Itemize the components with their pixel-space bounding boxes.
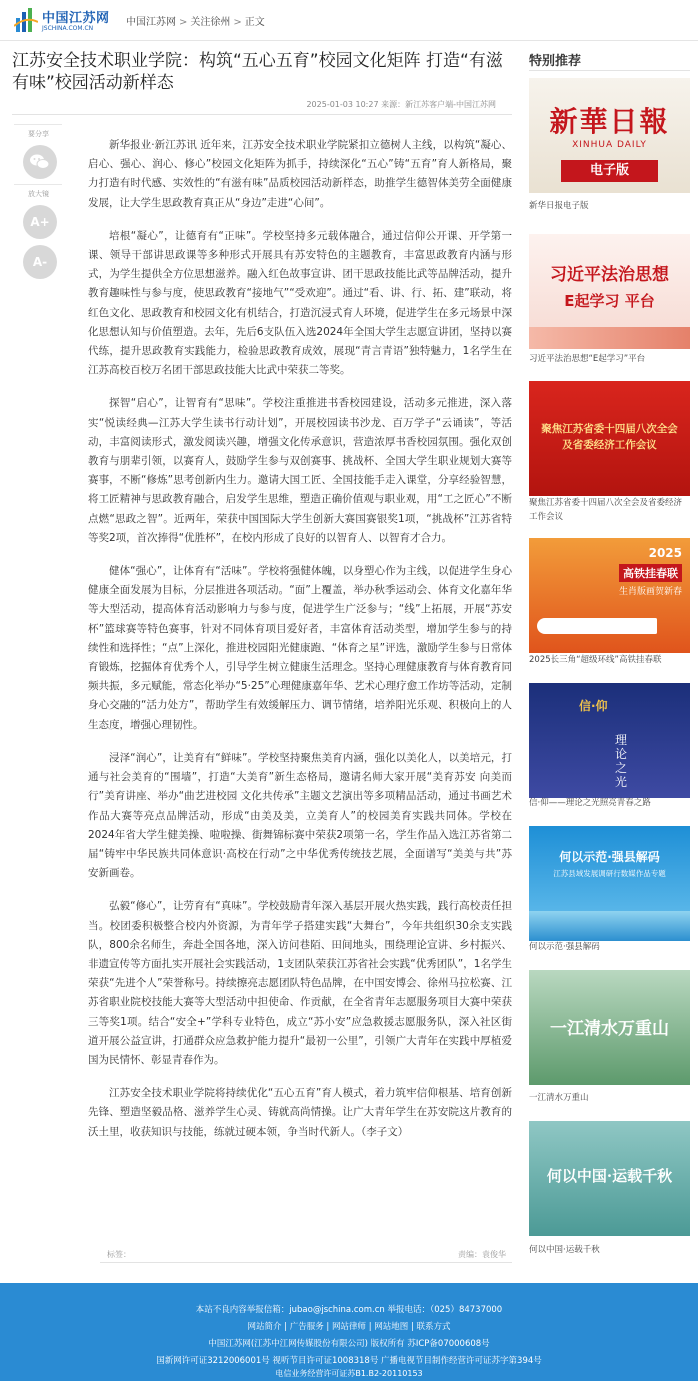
article-end-divider	[100, 1262, 512, 1263]
breadcrumb-section[interactable]: 关注徐州	[190, 17, 231, 28]
breadcrumb-current: 正文	[244, 17, 265, 28]
sidebar-card-caption[interactable]: 新华日报电子版	[529, 201, 589, 211]
sidebar-title: 特别推荐	[529, 54, 582, 69]
sidebar-card-image[interactable]	[529, 538, 690, 653]
article-body	[88, 136, 512, 1156]
sidebar-card-image[interactable]	[529, 78, 690, 193]
article-title: 江苏安全技术职业学院：构筑“五心五育”校园文化矩阵 打造“有滋有味”校园活动新样态	[12, 51, 503, 93]
footer-links[interactable]: 网站简介 | 广告服务 | 网站律师 | 网站地图 | 联系方式	[247, 1322, 451, 1332]
font-increase-button[interactable]	[23, 205, 57, 239]
sidebar-card-caption[interactable]: 聚焦江苏省委十四届八次全会及省委经济工作会议	[529, 498, 683, 522]
card-image-text: 一江清水万重山	[550, 1019, 669, 1039]
card-image-text: 新華日報	[549, 105, 670, 138]
article-paragraph: 江苏安全技术职业学院将持续优化“五心五育”育人模式，着力筑牢信仰根基、培育创新先锋、塑造坚毅品格、滋养学生心灵、铸就高尚情操。让广大青年学生在苏安院这片教育的沃土里，收获知识与技能，练就过硬本领，争当时代新人。（李子文）	[88, 1087, 512, 1138]
article-meta	[306, 99, 496, 110]
breadcrumb-separator: >	[179, 17, 188, 28]
sidebar-card-image[interactable]	[529, 970, 690, 1085]
wechat-icon	[23, 145, 57, 179]
sidebar-card-image[interactable]	[529, 826, 690, 941]
article-paragraph: 弘毅“修心”，让劳育有“真味”。学校鼓励青年深入基层开展火热实践，践行高校责任担当。校团委积极整合校内外资源，为青年学子搭建实践“大舞台”，今年共组织30余支实践队，800余名师生，奔赴全国各地，深入访问巷陌、田间地头，围绕理论宣讲、乡村振兴、非遗宣传等方面扎实开展社会实践活动，1支团队荣获江苏省社会实践“优秀团队”，1名学生荣获“先进个人”荣誉称号。持续擦亮志愿团队特色品牌，在中国安博会、徐州马拉松赛、江苏省职业院校技能大赛等大型活动中担使命、作贡献，在全省青年志愿服务项目大赛中荣获三等奖1项。结合“安全+”学科专业特色，成立“苏小安”应急救援志愿服务队，深入社区街道开展公益宣讲，打通群众应急救护能力提升“最初一公里”，引领广大青年在实践中厚植爱国为民情怀、彰显青春作为。	[88, 900, 512, 1066]
sidebar-card-image[interactable]	[529, 683, 690, 798]
article-paragraph: 探智“启心”，让智育有“思味”。学校注重推进书香校园建设，活动多元推进，深入落实“悦读经典—江苏大学生读书行动计划”，开展校园读书沙龙、百万学子“云诵读”，等活动，丰富阅读形式，激发阅读兴趣，增强文化传承意识，营造浓厚书香校园氛围。强化双创教育与朋辈引领，以赛育人，鼓励学生参与双创赛事、挑战杯、全国大学生职业规划大赛等赛事，不断“修炼”思考创新内生力。邀请大国工匠、全国技能手走入课堂，分享经验智慧，将工匠精神与思政教育融合，启发学生思维，塑造正确价值观与职业观，用“工之匠心”不断点燃“思政之智”。近两年，荣获中国国际大学生创新大赛国赛银奖1项，“挑战杯”江苏省特等奖2项，首次捧得“优胜杯”，在校内形成了良好的以智育人、以智育才合力。	[88, 397, 512, 544]
sidebar-card-caption[interactable]: 何以示范·强县解码	[529, 942, 600, 952]
card-image-text: 信·仰	[579, 699, 608, 713]
logo-text: 中国江苏网	[42, 11, 110, 26]
card-image-text: 习近平法治思想	[550, 265, 669, 285]
footer-licenses: 国新网许可证3212006001号 视听节目许可证1008318号 广播电视节目制作经营许可证苏字第394号	[156, 1356, 542, 1366]
card-image-text: 聚焦江苏省委十四届八次全会	[541, 423, 678, 435]
font-increase-icon: A+	[30, 215, 50, 229]
sidebar-card-image[interactable]	[529, 381, 690, 496]
sidebar-card-image[interactable]	[529, 1121, 690, 1236]
share-label: 要分享	[28, 130, 49, 138]
article-editor: 责编：袁俊华	[458, 1250, 506, 1259]
article-paragraph: 培根“凝心”，让德育有“正味”。学校坚持多元载体融合，通过信仰公开课、开学第一课、领导干部讲思政课等多种形式开展具有苏安特色的主题教育，丰富思政教育内涵与形式，为学生提供全方位思想滋养。融入红色故事宣讲、团干思政技能比武等品牌活动，提升教育趣味性与参与度，使思政教育“接地气”“受欢迎”。通过“看、讲、行、拓、建”联动，将红色文化、思政教育和校园文化有机结合，打造沉浸式育人环境，促进学生在多元场景中深化思想认知与价值塑造。去年，先后6支队伍入选2024年全国大学生志愿宣讲团，坚持以赛代练，提升思政教育实践能力，检验思政教育成效，展现“青言青语”独特魅力，1名学生在江苏高校百校万名团干部思政技能大比武中荣获二等奖。	[88, 229, 512, 377]
sidebar-card-caption[interactable]: 2025长三角“超级环线”高铁挂春联	[529, 655, 662, 665]
article-paragraph: 浸泽“润心”，让美育有“鲜味”。学校坚持聚焦美育内涵，强化以美化人，以美培元，打通与社会美育的“围墙”，打造“大美育”新生态格局，邀请名师大家开展“美育苏安 向美而行”美育讲座、举办“曲艺进校园 文化共传承”主题文艺演出等多项精品活动，通过书画艺术作品大赛等亮点品牌活动，形成“由美及美，立美育人”的校园美育实践共同体。学校在2024年省大学生健美操、啦啦操、街舞锦标赛中荣获2项第一名，学生作品入选江苏省第二届“铸牢中华民族共同体意识·高校在行动”之中华优秀传统技艺展，全面谱写“美美与共”苏安新画卷。	[88, 751, 512, 880]
card-image-text: 江苏县域发展调研行数媒作品专题	[553, 869, 666, 878]
card-image-text: 及省委经济工作会议	[562, 439, 657, 451]
font-decrease-button[interactable]	[23, 245, 57, 279]
card-image-text: 何以中国·运载千秋	[546, 1167, 673, 1185]
tool-divider	[14, 184, 62, 185]
breadcrumb	[126, 13, 265, 28]
font-size-label: 放大镜	[28, 190, 49, 198]
article-source: 来源：新江苏客户端-中国江苏网	[381, 100, 496, 109]
sidebar-card-caption[interactable]: 习近平法治思想“E起学习”平台	[529, 354, 646, 364]
site-logo[interactable]	[14, 4, 112, 36]
card-image-text: 何以示范·强县解码	[559, 850, 660, 864]
tool-divider	[14, 124, 62, 125]
sidebar-card-caption[interactable]: 何以中国·运载千秋	[529, 1245, 600, 1255]
sidebar-card-image[interactable]	[529, 234, 690, 349]
logo-domain: JSCHINA.COM.CN	[42, 25, 94, 32]
sidebar-card-caption[interactable]: 信·仰——理论之光照亮青春之路	[529, 798, 651, 808]
article-date: 2025-01-03 10:27	[306, 100, 379, 109]
card-image-text: 生肖版画贺新春	[618, 587, 682, 597]
font-decrease-icon: A-	[32, 255, 48, 269]
card-image-text: 电子版	[561, 160, 658, 182]
wechat-share-button[interactable]	[23, 145, 57, 179]
breadcrumb-home[interactable]: 中国江苏网	[126, 17, 176, 28]
footer-copyright: 中国江苏网(江苏中江网传媒股份有限公司) 版权所有 苏ICP备07000608号	[208, 1339, 490, 1349]
article-paragraph: 健体“强心”，让体育有“活味”。学校将强健体魄，以身塑心作为主线，以促进学生身心健康全面发展为目标，分层推进各项活动。“面”上覆盖，举办秋季运动会、体育文化嘉年华等大型活动，提高体育活动影响力与参与度，促进学生广泛参与；“线”上拓展，开展“苏安杯”篮球赛等特色赛事，针对不同体育项目爱好者，丰富体育活动类型，增加学生参与的持续性和选择性；“点”上深化，推进校园阳光健康跑、“体育之星”评选，激励学生参与日常体育锻炼，挖掘体育优秀个人，引导学生树立健康生活理念。坚持心理健康教育与体育教育同频共振，多元赋能，常态化举办“5·25”心理健康嘉年华、艺术心理疗愈工作坊等活动，定制身心交融的“活力处方”，帮助学生有效缓解压力、调节情绪，培养阳光乐观、积极向上的人生态度，增强心理韧性。	[88, 565, 512, 731]
footer-report-line: 本站不良内容举报信箱：jubao@jschina.com.cn 举报电话：（025）84737000	[195, 1305, 503, 1315]
breadcrumb-separator: >	[233, 17, 242, 28]
title-divider	[12, 114, 512, 115]
top-bar	[0, 0, 698, 41]
logo-mark-icon	[14, 6, 38, 34]
article-tags: 标签：	[107, 1250, 131, 1259]
article-paragraph: 新华报业·新江苏讯 近年来，江苏安全技术职业学院紧扣立德树人主线，以构筑“凝心、启心、强心、润心、修心”校园文化矩阵为抓手，持续深化“五心”铸“五育”育人新格局，聚力打造有时代感、实效性的“有滋有味”品质校园活动新样态，助推学生德智体美劳全面健康发展，让大学生思政教育真正从“身边”走进“心间”。	[88, 139, 512, 209]
card-image-text: 高铁挂春联	[619, 564, 682, 582]
site-footer	[0, 1283, 698, 1381]
card-image-band	[529, 327, 690, 349]
footer-telecom-license: 电信业务经营许可证苏B1.B2-20110153	[275, 1369, 423, 1378]
card-image-text: 理论之光	[615, 733, 628, 789]
card-image-text: XINHUA DAILY	[572, 140, 647, 150]
sidebar-card-caption[interactable]: 一江清水万重山	[529, 1093, 589, 1103]
train-shape	[537, 618, 657, 634]
card-image-band	[529, 911, 690, 941]
card-image-text: 2025	[648, 546, 682, 560]
card-image-text: E起学习 平台	[564, 292, 655, 310]
sidebar-divider	[529, 70, 690, 71]
